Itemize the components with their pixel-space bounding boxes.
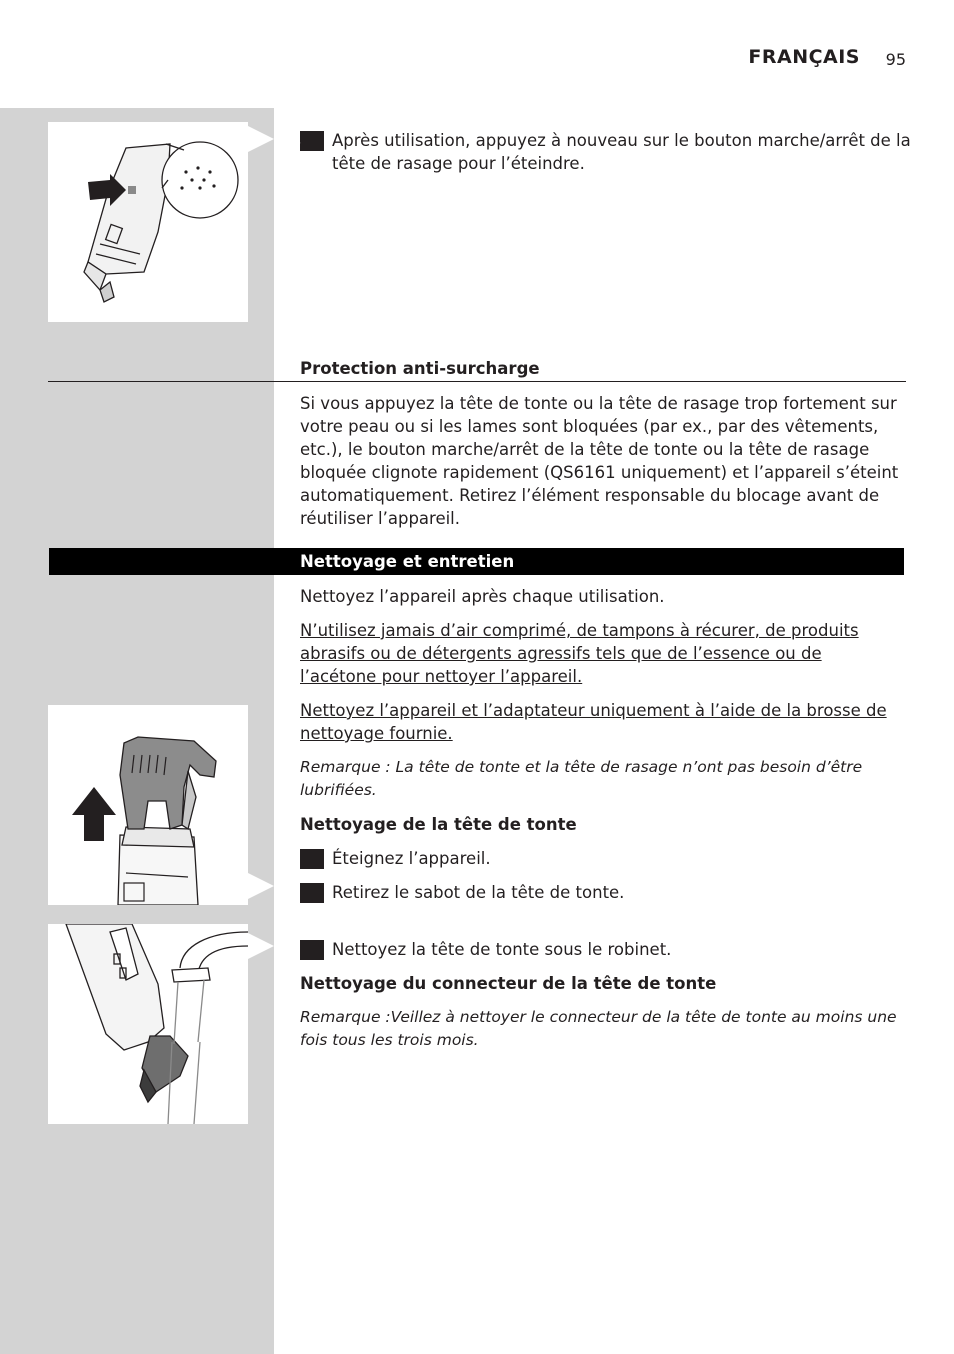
language-header: FRANÇAIS	[748, 46, 860, 68]
figure-pointer	[248, 126, 274, 152]
power-button-illustration	[48, 122, 248, 322]
step-number-badge: 2	[300, 883, 324, 903]
step-text: Retirez le sabot de la tête de tonte.	[332, 883, 625, 902]
cleaning-warning: N’utilisez jamais d’air comprimé, de tampons à récurer, de produits abrasifs ou de détergents agressifs tels que de l’essence ou de l’acétone pour nettoyer l’appareil.	[300, 621, 859, 686]
figure-rinse-tap	[48, 924, 248, 1124]
cleaning-intro: Nettoyez l’appareil après chaque utilisation.	[300, 587, 665, 606]
remove-comb-illustration	[48, 705, 248, 905]
step-2	[291, 881, 932, 904]
step-number-badge: 4	[300, 131, 324, 151]
brush-note: Nettoyez l’appareil et l’adaptateur uniquement à l’aide de la brosse de nettoyage fournie.	[300, 701, 887, 743]
lube-note: Remarque : La tête de tonte et la tête de rasage n’ont pas besoin d’être lubrifiées.	[300, 758, 863, 799]
figure-pointer	[248, 933, 274, 959]
step-1	[291, 847, 932, 870]
step-text: Éteignez l’appareil.	[332, 849, 491, 868]
step-number-badge: 1	[300, 849, 324, 869]
step-number-badge: 3	[300, 940, 324, 960]
step-3	[291, 938, 932, 961]
step-text: Après utilisation, appuyez à nouveau sur le bouton marche/arrêt de la tête de rasage pour l’éteindre.	[332, 131, 911, 173]
section-title: Nettoyage et entretien	[300, 552, 515, 571]
overload-body: Si vous appuyez la tête de tonte ou la tête de rasage trop fortement sur votre peau ou si les lames sont bloquées (par ex., par des vêtements, etc.), le bouton marche/arrêt de la tête de tonte ou la tête de rasage bloquée clignote rapidement (QS6161 uniquement) et l’appareil s’éteint automatiquement. Retirez l’élément responsable du blocage avant de réutiliser l’appareil.	[300, 394, 899, 528]
trimmer-cleaning-heading: Nettoyage de la tête de tonte	[300, 815, 577, 834]
connector-note: Remarque :Veillez à nettoyer le connecteur de la tête de tonte au moins une fois tous les trois mois.	[300, 1008, 897, 1049]
overload-heading: Protection anti-surcharge	[300, 359, 540, 378]
heading-rule	[48, 381, 906, 382]
step-4	[291, 129, 932, 175]
connector-cleaning-heading: Nettoyage du connecteur de la tête de tonte	[300, 974, 717, 993]
page-number: 95	[885, 50, 906, 69]
rinse-tap-illustration	[48, 924, 248, 1124]
arrow-up-icon	[72, 787, 116, 841]
step-text: Nettoyez la tête de tonte sous le robinet.	[332, 940, 672, 959]
figure-remove-comb	[48, 705, 248, 905]
figure-pointer	[248, 873, 274, 899]
figure-power-button	[48, 122, 248, 322]
